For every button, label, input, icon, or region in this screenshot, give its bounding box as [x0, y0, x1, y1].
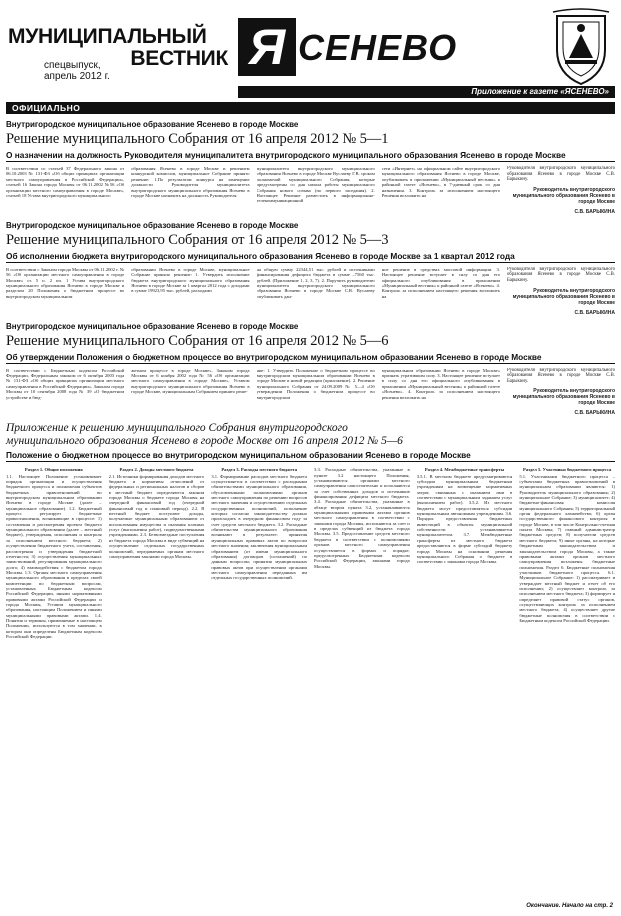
appendix-column [109, 466, 205, 834]
edition-line2: апрель 2012 г. [44, 71, 110, 82]
signature-block [507, 368, 615, 417]
continuation-note: Окончание. Начало на стр. 2 [526, 903, 613, 909]
signature-role: Руководитель внутригородского муниципального образования Ясенево в городе Москве [512, 287, 615, 306]
signature-lead: Руководителя внутригородского муниципального образования Ясенево в городе Москве С.В. Барыкину. [507, 367, 615, 384]
supplement-bar: Приложение к газете «ЯСЕНЕВО» [238, 86, 615, 98]
appendix-body [6, 466, 615, 834]
document-issuer: Внутригородское муниципальное образование Ясенево в городе Москве [6, 220, 299, 230]
section-heading: Раздел 5. Участники бюджетного процесса [523, 467, 612, 473]
body-column: на общую сумму 22344,51 тыс. рублей и источниками финансирования дефицита бюджета в сумме –7560 тыс. рублей. (Приложение 1, 2, 3, 7). 2. Поручить руководителю муниципалитета внутригородского муниципального образования Ясенево в городе Москве С.В. Вуслаеву опубликовать дан- [256, 266, 375, 299]
body-column: В соответствии с Бюджетным кодексом Российской Федерации, Федеральным законом от 6 октября 2003 года № 131-ФЗ «Об общих принципах организации местного самоуправления в Российской Федерации», Законом города Москвы от 10 сентября 2008 года № 39 «О бюджетном устройстве и бюд- [6, 367, 125, 400]
coat-of-arms-icon [551, 8, 611, 88]
masthead-edition [44, 60, 110, 82]
section-label: ОФИЦИАЛЬНО [6, 102, 615, 114]
appendix-subject: Положение о бюджетном процессе во внутригородском муниципальном образовании Ясенево в городе Москве [6, 450, 615, 462]
section-text: 3.5.1. В местном бюджете предусматриваются субсидии муниципальным бюджетным учреждениям на возмещение нормативных затрат, связанных с оказанием ими в соответствии с муниципальным заданием услуг (выполнением работ). 3.5.2. Из местного бюджета могут предоставляться субсидии муниципальным автономным учреждениям. 3.6. Порядок предоставления бюджетных инвестиций в объекты муниципальной собственности устанавливается муниципалитетом. 3.7. Межбюджетные трансферты из местного бюджета предоставляются в форме субсидий бюджету города Москвы на основании решения муниципального Собрания о бюджете в соответствии с законами города Москвы. [416, 473, 513, 565]
signature-name: С.В. БАРЫКИНА [574, 309, 615, 316]
section-heading: Раздел 2. Доходы местного бюджета [119, 467, 194, 473]
section-text: 5.1. Участниками бюджетного процесса – субъектами бюджетных правоотношений в муниципальном образовании являются: 1) Руководитель муниципального образования; 2) муниципальное Собрание; 3) муниципалитет; 4) бюджетно-финансовая комиссия муниципального Собрания; 5) территориальный орган федерального казначейства; 6) орган государственного финансового контроля в городе Москве, в том числе Контрольно-счетная палата Москвы; 7) главный администратор бюджетных средств; 8) получатели средств местного бюджета; 9) иные органы, на которые бюджетным законодательством и законодательством города Москвы, а также правовыми актами органов местного самоуправления возложены бюджетные полномочия. Раздел 6. Бюджетные полномочия участников бюджетного процесса. 6.1. Муниципальное Собрание: 1) рассматривает и утверждает местный бюджет и отчет об его исполнении; 2) осуществляет контроль за исполнением местного бюджета; 3) формирует и определяет правовой статус органов, осуществляющих контроль за исполнением местного бюджета; 4) осуществляет другие бюджетные полномочия в соответствии с Бюджетным кодексом Российской Федерации. [519, 473, 615, 623]
document-5-3 [6, 221, 615, 316]
document-issuer: Внутригородское муниципальное образование Ясенево в городе Москве [6, 120, 299, 129]
section-heading: Раздел 4. Межбюджетные трансферты [424, 467, 505, 473]
section-text: 2.1. Источники формирования доходов местного бюджета и нормативы отчислений от федеральных и региональных налогов и сборов в местный бюджет определяются законом города Москвы о бюджете города Москвы на очередной финансовый год (очередной финансовый год и плановый период). 2.2. В местный бюджет поступают доходы, получаемые муниципальным образованием от использования имущества и оказания платных услуг (выполнения работ), подведомственными учреждениями. 2.3. Безвозмездные поступления из бюджета города Москвы в виде субвенций на осуществление отдельных государственных полномочий, передаваемых органам местного самоуправления законами города Москвы. [108, 473, 205, 559]
body-column: муниципальном образовании Ясенево в городе Москве» признать утратившим силу. 3. Настоящее решение вступает в силу со дня его официального опубликования в приложении «Муниципальный вестник» к районной газете «Ясенево». 4. Контроль за исполнением настоящего решения возложить на [381, 367, 500, 400]
body-column: образования Ясенево в городе Москве и решением конкурсной комиссии, муниципальное Собрание принято решение: 1.По результатам конкурса на замещение должности Руководителя муниципалитета внутригородского муниципального образования Ясенево в городе Москве назначить на должность Руководителя [131, 166, 250, 199]
appendix-column [314, 466, 410, 834]
body-column: жетном процессе в городе Москве», Законом города Москвы от 6 ноября 2002 года № 56 «Об организации местного самоуправления в городе Москве», Уставом внутригородского муниципального образования Ясенево в городе Москве, муниципальным Собранием принято реше- [131, 367, 250, 395]
edition-line1: спецвыпуск, [44, 60, 101, 71]
body-column: сети «Интернет» на официальном сайте внутригородского муниципального образования Ясенево в городе Москве, опубликовать в приложении «Муниципальный вестник» к районной газете «Ясенево», в 7-дневный срок со дня назначения. 3. Контроль за исполнением настоящего Решения возложить на [381, 166, 500, 199]
masthead [6, 6, 615, 98]
section-text: 3.3. Расходные обязательства, указанные в пункте 3.2 настоящего Положения, устанавливаются органами местного самоуправления самостоятельно и исполняются за счет собственных доходов и источников финансирования дефицита местного бюджета. 3.4. Расходные обязательства, указанные в абзаце втором пункта 3.2, устанавливаются муниципальными правовыми актами органов местного самоуправления в соответствии с законами города Москвы, исполняются за счет и в пределах субвенций из бюджета города Москвы. 3.5. Предоставление средств местного бюджета в соответствии с полномочиями органов местного самоуправления осуществляется в формах и порядке, предусмотренных Бюджетным кодексом Российской Федерации, законами города Москвы. [314, 467, 410, 569]
appendix-column [417, 466, 513, 834]
section-heading: Раздел 1. Общие положения [24, 467, 83, 473]
body-column: ние: 1. Утвердить Положение о бюджетном процессе во внутригородском муниципальном образовании Ясенево в городе Москве в новой редакции (приложение). 2. Решение муниципального Собрания от 24.09.2009 № 5—4 «Об утверждении Положения о бюджетном процессе во внутригородском [256, 367, 375, 400]
body-column: В соответствии со статьей 37 Федерального закона от 06.10.2003 № 131-ФЗ «Об общих принципах организации местного самоуправления в Российской Федерации», статьей 16 Закона города Москвы от 06.11.2002 №56 «Об организации местного самоуправления в городе Москве», статьей 18 Устава внутригородского муниципального [6, 166, 125, 199]
section-text: 3.1. Формирование расходов местного бюджета осуществляется в соответствии с расходными обязательствами муниципального образования, обусловленными полномочиями органов местного самоуправления по решению вопросов местного значения и осуществлению отдельных государственных полномочий, исполнение которых согласно законодательству должно происходить в очередном финансовом году за счет средств местного бюджета. 3.2. Расходные обязательства муниципального образования возникают в результате: принятия муниципальных правовых актов по вопросам местного значения; заключения муниципальным образованием (от имени муниципального образования) договоров (соглашений) по данным вопросам; принятия муниципальных правовых актов при осуществлении органами местного самоуправления переданных им отдельных государственных полномочий. [211, 473, 308, 581]
document-body [6, 166, 615, 215]
section-heading: Раздел 3. Расходы местного бюджета [221, 467, 297, 473]
signature-name: С.В. БАРЫКИНА [574, 410, 615, 417]
document-issuer: Внутригородское муниципальное образование Ясенево в городе Москве [6, 321, 299, 331]
body-column: В соответствии с Законом города Москвы от 06.11.2002 г. № 56 «Об организации местного самоуправления в городе Москве» ст. 5 п. 2 пп. 1 Устава внутригородского муниципального образования Ясенево в городе Москве и разделом 20 Положения о бюджетном процессе во внутригородском муниципальном [6, 266, 125, 299]
body-column: образовании Ясенево в городе Москве, муниципальное Собрание приняло решение: 1. Утвердить исполнение бюджета внутригородского муниципального образования Ясенево в городе Москве за 1 квартал 2012 года с доходами в сумме 19923,95 тыс. рублей, расходами [131, 266, 250, 294]
appendix-column [6, 466, 102, 834]
logo-letter: Я [238, 18, 296, 76]
document-subject: Об утверждении Положения о бюджетном процессе во внутригородском муниципальном образовании Ясенево в городе Москве [6, 352, 615, 364]
document-5-1 [6, 120, 615, 215]
newspaper-page [6, 6, 615, 910]
document-5-6 [6, 322, 615, 417]
document-title: Решение муниципального Собрания от 16 апреля 2012 № 5—6 [6, 332, 389, 349]
appendix [6, 422, 615, 834]
document-title: Решение муниципального Собрания от 16 апреля 2012 № 5—1 [6, 131, 389, 147]
document-title: Решение муниципального Собрания от 16 апреля 2012 № 5—3 [6, 231, 389, 248]
signature-block [507, 267, 615, 316]
signature-role: Руководитель внутригородского муниципального образования Ясенево в городе Москве [512, 186, 615, 205]
appendix-title-line1: Приложение к решению муниципального Собрания внутригородского [6, 422, 348, 435]
masthead-title-line1: МУНИЦИПАЛЬНЫЙ [8, 25, 207, 48]
masthead-title-line2: ВЕСТНИК [130, 47, 228, 70]
signature-name: С.В. БАРЫКИНА [574, 208, 615, 215]
appendix-column [211, 466, 307, 834]
signature-lead: Руководителя внутригородского муниципального образования Ясенево в городе Москве С.В. Барыкину. [507, 166, 615, 183]
logo-wordmark: СЕНЕВО [298, 27, 458, 68]
masthead-title [8, 26, 228, 70]
appendix-title [6, 422, 615, 448]
document-subject: Об исполнении бюджета внутригородского муниципального образования Ясенево в городе Москве за 1 квартал 2012 года [6, 251, 615, 263]
signature-role: Руководитель внутригородского муниципального образования Ясенево в городе Москве [512, 388, 615, 407]
body-column: ное решение в средствах массовой информации. 3. Настоящее решение вступает в силу со дня его официального опубликования в приложении «Муниципальный вестник» к районной газете «Ясенево». 4. Контроль за исполнением настоящего решения возложить на [381, 266, 500, 299]
appendix-title-line2: муниципального образования Ясенево в городе Москве от 16 апреля 2012 № 5—6 [6, 435, 403, 448]
signature-block [507, 166, 615, 215]
section-text: 1.1. Настоящее Положение устанавливает порядок организации и осуществления бюджетного процесса и полномочия субъектов бюджетных правоотношений во внутригородском муниципальном образовании Ясенево в городе Москве (далее – муниципальное образование). 1.2. Бюджетный процесс регулирует бюджетные правоотношения, возникающие в процессе: 1) составления и рассмотрения проекта бюджета муниципального образования (далее – местный бюджет), утверждения, исполнения и контроля за исполнением местного бюджета; 2) осуществления бюджетного учета, составления, рассмотрения и утверждения бюджетной отчетности; 3) осуществления муниципальных заимствований, регулирования муниципального долга; 4) взаимодействия с бюджетом города Москвы. 1.3. Органы местного самоуправления муниципального образования в пределах своей компетенции по бюджетным вопросам, установленных Бюджетным кодексом Российской Федерации, иными нормативными правовыми актами Российской Федерации и города Москвы, Уставом муниципального образования, настоящим Положением и иными муниципальными правовыми актами. 1.4. Понятия и термины, применяемые в настоящем Положении, используются в том значении, в котором они определены Бюджетным кодексом Российской Федерации. [6, 473, 102, 639]
document-subject: О назначении на должность Руководителя муниципалитета внутригородского муниципального образования Ясенево в городе Москве [6, 150, 615, 162]
document-body [6, 267, 615, 316]
body-column: муниципалитета внутригородского муниципального образования Ясенево в городе Москве Вуслаеву Г.В. сроком полномочий муниципального Собрания, которые предусмотрены со дня начала работы муниципального Собрания нового созыва (по первого заседания). 2. Настоящее Решение разместить в информационно-телекоммуникационной [256, 166, 375, 204]
signature-lead: Руководителя внутригородского муниципального образования Ясенево в городе Москве С.В. Барыкину. [507, 266, 615, 283]
document-body [6, 368, 615, 417]
newspaper-logo [238, 18, 534, 76]
appendix-column [519, 466, 615, 834]
